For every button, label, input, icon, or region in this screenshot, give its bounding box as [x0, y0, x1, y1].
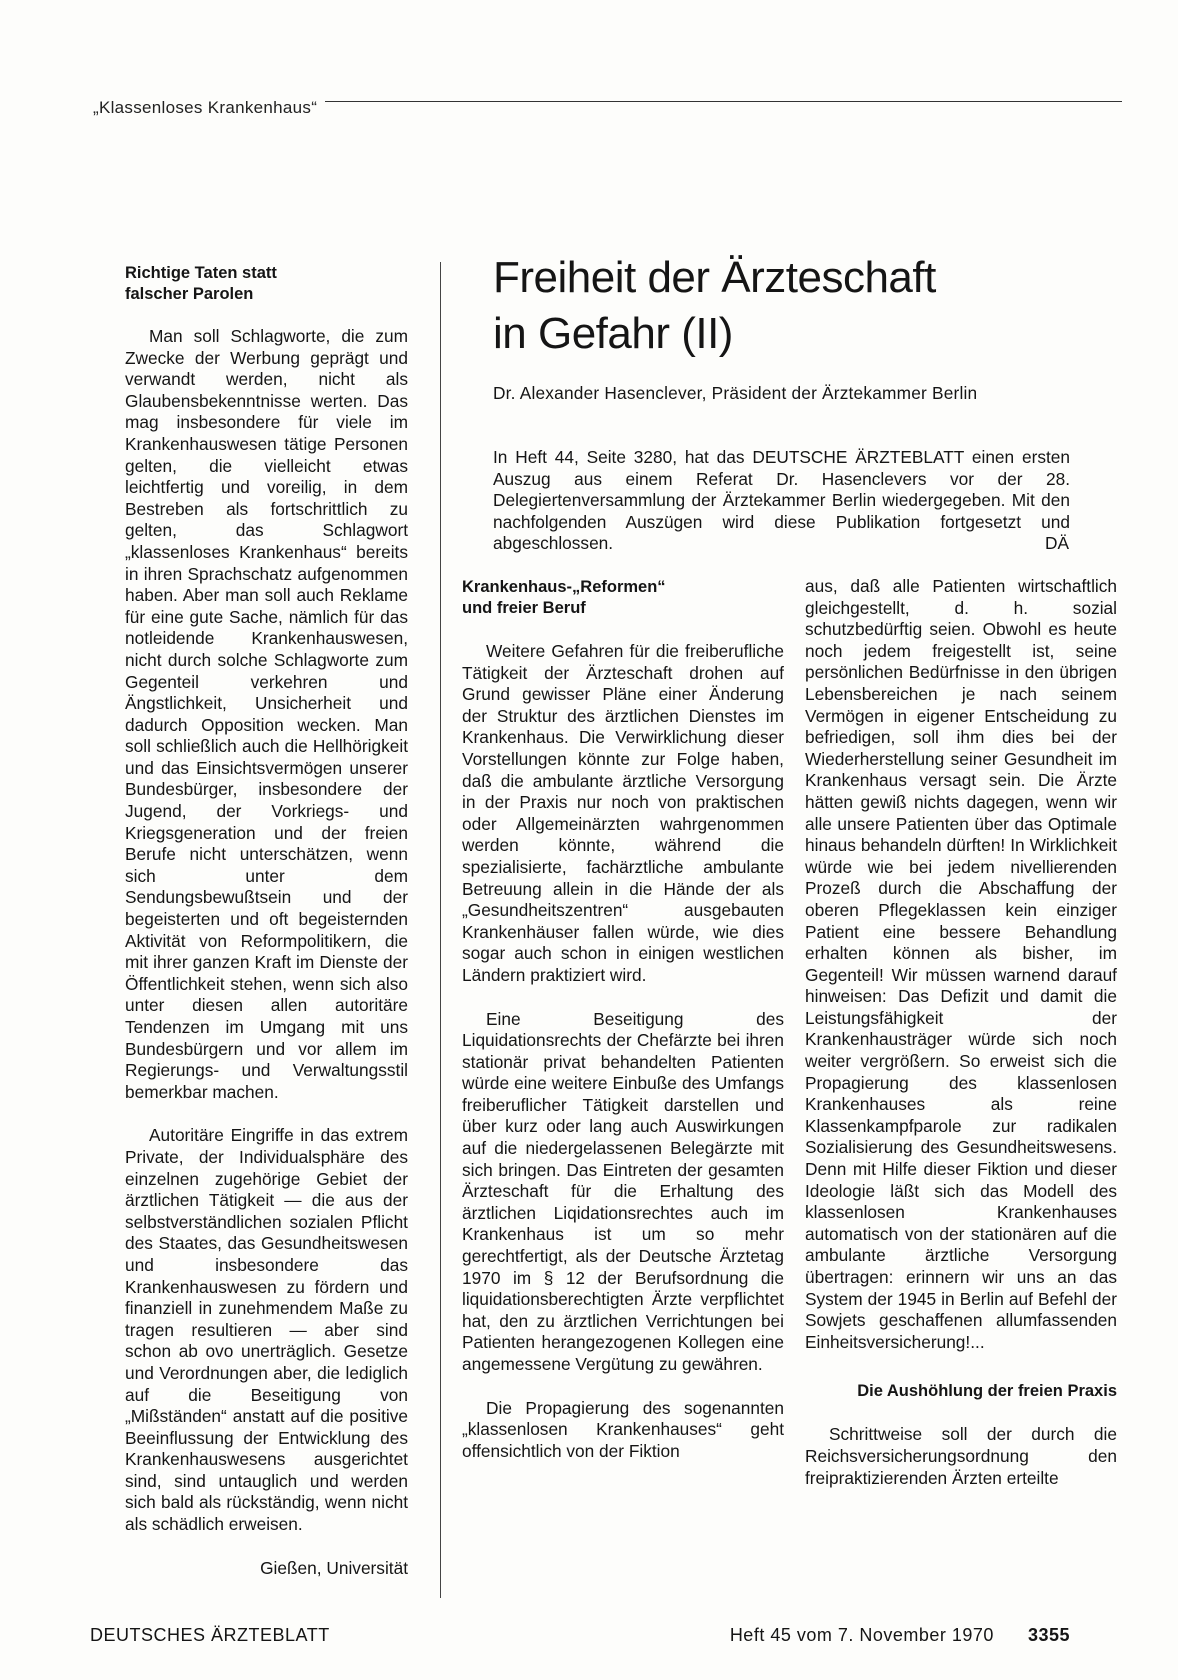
column-divider	[440, 262, 441, 1598]
article-title-line1: Freiheit der Ärzteschaft	[493, 253, 936, 302]
body-paragraph: aus, daß alle Patienten wirtschaftlich gleichgestellt, d. h. sozial schutzbedürftig seien. Obwohl es heute noch jedem freigestellt ist, seine persönlichen Bedürfnisse in den übrigen Lebensbereichen je nach seinem Vermögen in eigener Entscheidung zu befriedigen, soll ihm dies bei der Wiederherstellung seiner Gesundheit im Krankenhaus versagt sein. Die Ärzte hätten gewiß nichts dagegen, wenn wir alle unsere Patienten über das Optimale hinaus behandeln dürften! In Wirklichkeit würde wie bei jedem nivellierenden Prozeß durch die Abschaffung der oberen Pflegeklassen kein einziger Patient eine bessere Behandlung erhalten können als bisher, im Gegenteil! Wir müssen warnend darauf hinweisen: Das Defizit und damit die Leistungsfähigkeit der Krankenhausträger würde sich noch weiter vergrößern. So erweist sich die Propagierung des klassenlosen Krankenhauses als reine Klassenkampfparole zur radikalen Sozialisierung des Gesundheitswesens. Denn mit Hilfe dieser Fiktion und dieser Ideologie läßt sich das Modell des klassenlosen Krankenhauses automatisch von der stationären auf die ambulante ärztliche Versorgung übertragen: erinnern wir uns an das System der 1945 in Berlin auf Befehl der Sowjets geschaffenen allumfassenden Einheitsversicherung!...	[805, 576, 1117, 1352]
sidebar-paragraph: Man soll Schlagworte, die zum Zwecke der Werbung geprägt und verwandt werden, nicht als Glaubensbekenntnisse werten. Das mag insbesondere für viele im Krankenhauswesen tätige Personen gelten, die vielleicht etwas leichtfertig und voreilig, in dem Bestreben als fortschrittlich zu gelten, das Schlagwort „klassenloses Krankenhaus“ bereits in ihren Sprachschatz aufgenommen haben. Aber man soll auch Reklame für eine gute Sache, nämlich für das notleidende Krankenhauswesen, nicht durch solche Schlagworte zum Gegenteil verkehren und Ängstlichkeit, Unsicherheit und dadurch Opposition wecken. Man soll schließlich auch die Hellhörigkeit und das Einsichtsvermögen unserer Bundesbürger, insbesondere der Jugend, der Vorkriegs- und Kriegsgeneration und der freien Berufe nicht unterschätzen, wenn sich unter dem Sendungsbewußtsein und der begeisterten und oft begeisternden Aktivität von Reformpolitikern, die mit ihrer ganzen Kraft im Dienste der Öffentlichkeit stehen, wenn sich also unter diesen allen autoritäre Tendenzen im Umgang mit uns Bundesbürgern und vor allem im Regierungs- und Verwaltungsstil bemerkbar machen.	[125, 326, 408, 1102]
running-header	[93, 98, 1122, 118]
issue-info: Heft 45 vom 7. November 1970	[729, 1625, 994, 1645]
body-column-right	[805, 576, 1117, 1489]
intro-signature: DÄ	[1044, 533, 1069, 553]
sidebar-heading-line1: Richtige Taten statt	[125, 264, 277, 282]
body-paragraph: Die Propagierung des sogenannten „klassenlosen Krankenhauses“ geht offensichtlich von der Fiktion	[462, 1397, 784, 1461]
running-title: „Klassenloses Krankenhaus“	[93, 98, 318, 117]
article-title	[493, 250, 1053, 362]
journal-name: DEUTSCHES ÄRZTEBLATT	[90, 1625, 330, 1645]
body-paragraph: Eine Beseitigung des Liquidationsrechts der Chefärzte bei ihren stationär privat behandelten Patienten würde eine weitere Einbuße des Umfangs freiberuflicher Tätigkeit darstellen und über kurz oder lang auch Auswirkungen auf die niedergelassenen Belegärzte mit sich bringen. Das Eintreten der gesamten Ärzteschaft für die Erhaltung des ärztlichen Liqidationsrechtes auch im Krankenhaus ist um so mehr gerechtfertigt, als der Deutsche Ärztetag 1970 im § 12 der Berufsordnung die liquidationsberechtigten Ärzte verpflichtet hat, den zu ärztlichen Verrichtungen bei Patienten herangezogenen Kollegen eine angemessene Vergütung zu gewähren.	[462, 1008, 784, 1374]
body-column-left	[462, 577, 784, 1462]
sidebar-signature: Gießen, Universität	[260, 1557, 408, 1578]
sidebar-column	[125, 263, 408, 1579]
page-number: 3355	[1027, 1625, 1070, 1645]
page-footer	[90, 1625, 1070, 1646]
sidebar-heading	[125, 263, 408, 305]
sidebar-paragraph: Autoritäre Eingriffe in das extrem Private, der Individualsphäre des einzelnen zugehörige Gebiet der ärztlichen Tätigkeit — die aus der selbstverständlichen sozialen Pflicht des Staates, das Gesundheitswesen und insbesondere das Krankenhauswesen zu fördern und finanziell in zunehmendem Maße zu tragen resultieren — aber sind schon ab ovo unerträglich. Gesetze und Verordnungen aber, die lediglich auf die Beseitigung von „Mißständen“ anstatt auf die positive Beeinflussung der Entwicklung des Krankenhauswesens ausgerichtet sind, sind untauglich und werden sich bald als rückständig, wenn nicht als schädlich erweisen.	[125, 1125, 408, 1535]
section-heading-praxis: Die Aushöhlung der freien Praxis	[857, 1382, 1117, 1401]
section-heading	[462, 577, 784, 619]
sidebar-heading-line2: falscher Parolen	[125, 285, 254, 303]
section-heading-line1: Krankenhaus-„Reformen“	[462, 578, 666, 596]
header-rule	[325, 101, 1122, 102]
article-intro: In Heft 44, Seite 3280, hat das DEUTSCHE ÄRZTEBLATT einen ersten Auszug aus einem Referat Dr. Hasenclevers vor der 28. Delegiertenversammlung der Ärztekammer Berlin wiedergegeben. Mit den nachfolgenden Auszügen wird diese Publikation fortgesetzt und abgeschlossen.	[493, 447, 1070, 554]
article-title-line2: in Gefahr (II)	[493, 309, 733, 358]
article-author: Dr. Alexander Hasenclever, Präsident der Ärztekammer Berlin	[493, 383, 978, 403]
section-heading-line2: und freier Beruf	[462, 599, 586, 617]
body-paragraph: Weitere Gefahren für die freiberufliche Tätigkeit der Ärzteschaft drohen auf Grund gewisser Pläne einer Änderung der Struktur des ärztlichen Dienstes im Krankenhaus. Die Verwirklichung dieser Vorstellungen könnte zur Folge haben, daß die ambulante ärztliche Versorgung in der Praxis nur noch von praktischen oder Allgemeinärzten wahrgenommen werden könnte, während die spezialisierte, fachärztliche ambulante Betreuung allein in die Hände der als „Gesundheitszentren“ ausgebauten Krankenhäuser fallen würde, wie dies sogar auch schon in einigen westlichen Ländern praktiziert wird.	[462, 641, 784, 985]
body-paragraph: Schrittweise soll der durch die Reichsversicherungsordnung den freipraktizierenden Ärzten erteilte	[805, 1424, 1117, 1488]
